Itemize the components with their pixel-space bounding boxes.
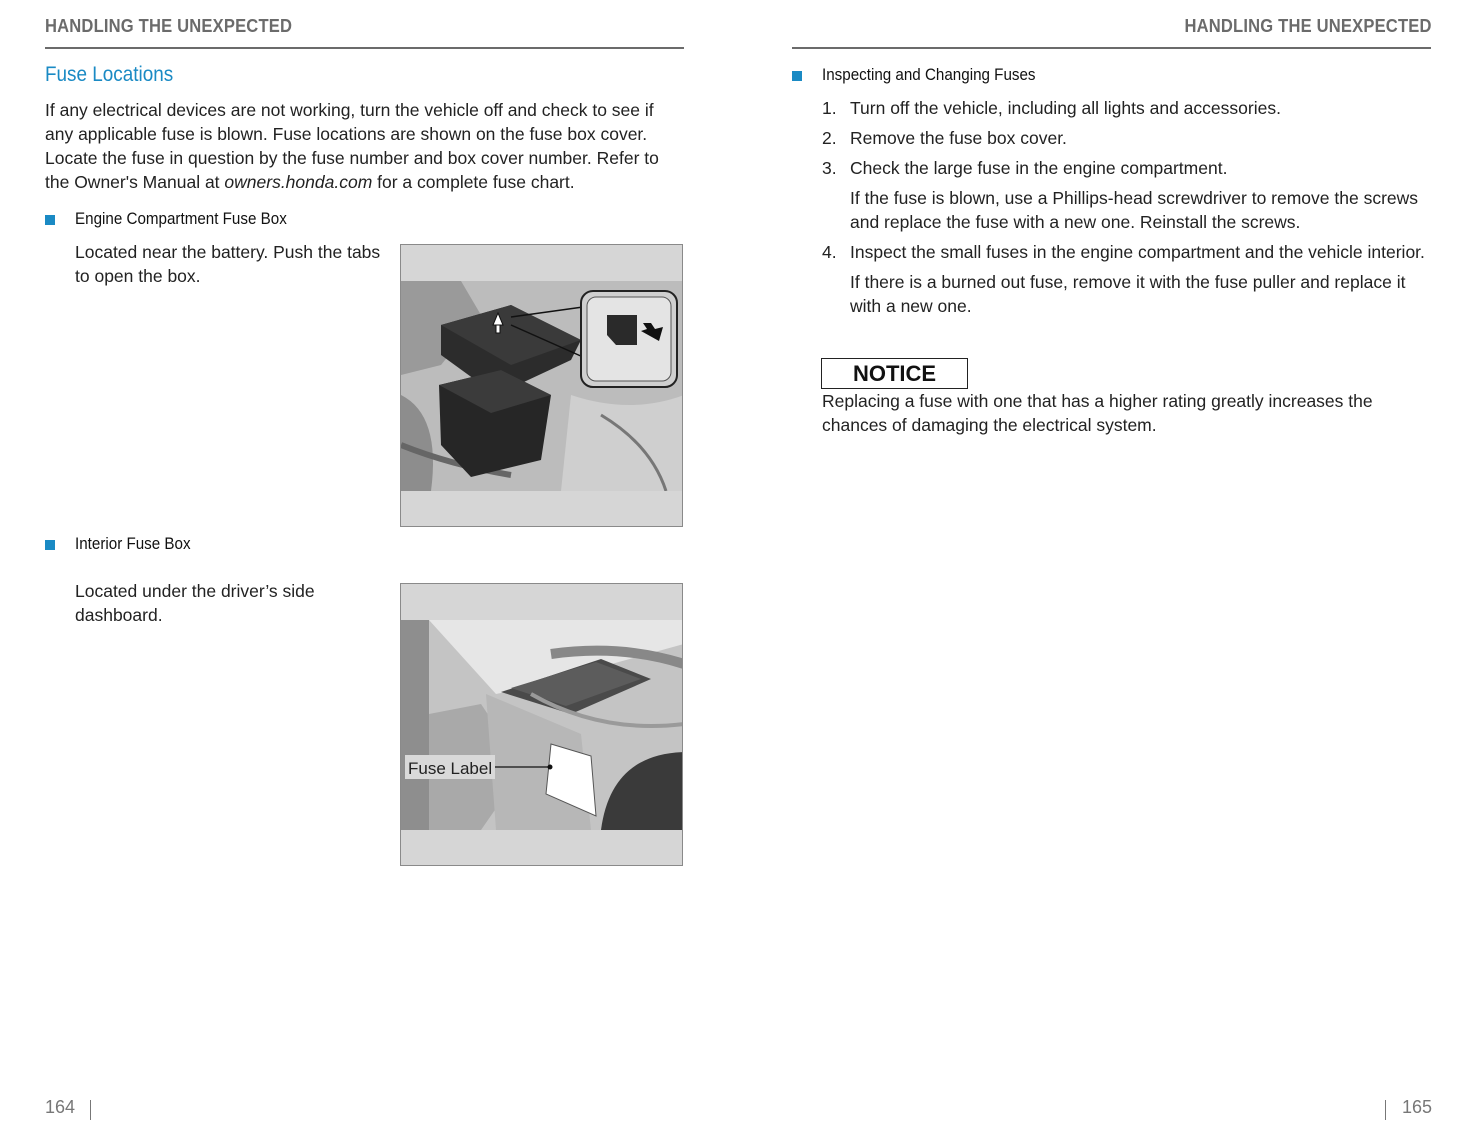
- step-text: Turn off the vehicle, including all lights and accessories.: [850, 98, 1281, 118]
- notice-label: NOTICE: [821, 358, 968, 389]
- interior-fuse-box-heading: [45, 535, 201, 554]
- step-item: [822, 156, 1432, 234]
- step-text: Check the large fuse in the engine compartment.: [850, 158, 1228, 178]
- step-subtext: If the fuse is blown, use a Phillips-head screwdriver to remove the screws and replace the fuse with a new one. Reinstall the screws.: [850, 188, 1419, 232]
- step-item: [822, 126, 1432, 150]
- interior-fuse-box-figure: [400, 583, 683, 866]
- engine-fuse-box-heading-text: Engine Compartment Fuse Box: [75, 210, 287, 228]
- step-text: Inspect the small fuses in the engine compartment and the vehicle interior.: [850, 242, 1425, 262]
- step-number: 4.: [822, 242, 837, 262]
- left-page: [45, 0, 685, 1134]
- running-head: HANDLING THE UNEXPECTED: [45, 16, 293, 36]
- engine-compartment-illustration: [401, 245, 683, 527]
- step-number: 1.: [822, 98, 837, 118]
- step-number: 3.: [822, 158, 837, 178]
- page-number-left: 164: [45, 1097, 76, 1117]
- step-item: [822, 96, 1432, 120]
- notice-text: Replacing a fuse with one that has a higher rating greatly increases the chances of damaging the electrical system.: [822, 391, 1373, 435]
- intro-paragraph: [45, 98, 685, 194]
- step-number: 2.: [822, 128, 837, 148]
- right-page: [792, 0, 1432, 1134]
- engine-fuse-box-figure: [400, 244, 683, 527]
- interior-fuse-box-description: Located under the driver’s side dashboard.: [75, 581, 315, 625]
- section-title: Fuse Locations: [45, 63, 174, 86]
- step-item: [822, 240, 1432, 318]
- footer-divider: [1385, 1100, 1386, 1120]
- intro-text: If any electrical devices are not working, turn the vehicle off and check to see if any applicable fuse is blown. Fuse locations are shown on the fuse box cover. Locate the fuse in question by the fuse number and box cover number. Refer to the Owner's Manual at: [45, 100, 659, 192]
- square-bullet-icon: [45, 215, 55, 225]
- square-bullet-icon: [792, 71, 802, 81]
- fuse-label-callout: Fuse Label: [408, 759, 493, 778]
- square-bullet-icon: [45, 540, 55, 550]
- engine-fuse-box-heading: [45, 210, 305, 229]
- step-subtext: If there is a burned out fuse, remove it with the fuse puller and replace it with a new one.: [850, 272, 1406, 316]
- engine-fuse-box-description: Located near the battery. Push the tabs to open the box.: [75, 242, 381, 286]
- header-divider: [45, 47, 684, 49]
- page-number-right: 165: [1401, 1097, 1432, 1117]
- inspecting-fuses-heading-text: Inspecting and Changing Fuses: [822, 66, 1036, 84]
- dashboard-illustration: [401, 584, 683, 866]
- running-head: HANDLING THE UNEXPECTED: [1184, 16, 1432, 36]
- interior-fuse-box-heading-text: Interior Fuse Box: [75, 535, 191, 553]
- header-divider: [792, 47, 1431, 49]
- owners-manual-link[interactable]: owners.honda.com: [224, 172, 373, 192]
- footer-divider: [90, 1100, 91, 1120]
- intro-text-end: for a complete fuse chart.: [372, 172, 575, 192]
- inspecting-fuses-heading: [792, 66, 1054, 85]
- fuse-steps-list: [822, 96, 1432, 324]
- step-text: Remove the fuse box cover.: [850, 128, 1067, 148]
